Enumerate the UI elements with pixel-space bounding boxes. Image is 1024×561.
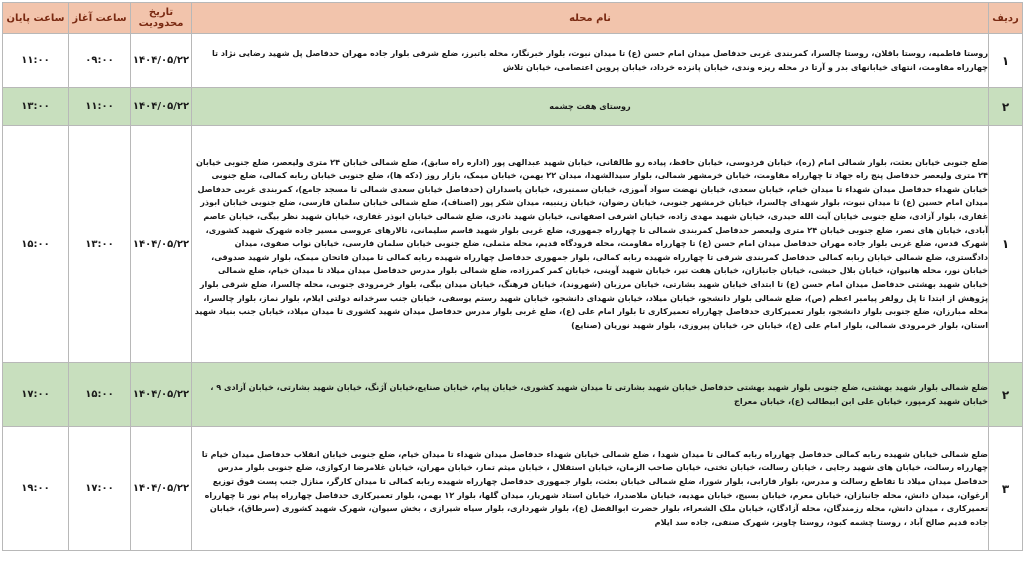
row-number: ۲ xyxy=(989,88,1023,126)
start-time: ۱۷:۰۰ xyxy=(69,427,131,551)
header-end-time: ساعت پایان xyxy=(3,3,69,34)
start-time: ۱۳:۰۰ xyxy=(69,126,131,363)
row-number: ۱ xyxy=(989,126,1023,363)
end-time: ۱۹:۰۰ xyxy=(3,427,69,551)
table-row xyxy=(3,363,1023,427)
header-row-number: ردیف xyxy=(989,3,1023,34)
area-list: ضلع شمالی خیابان شهیده ربابه کمالی حدفاصل چهارراه ربابه کمالی تا میدان شهدا ، ضلع شمالی خیابان شهداء حدفاصل میدان شهداء تا میدان خیام، ضلع جنوبی خیابان انقلاب حدفاصل میدان خیام تا چهارراه رسالت، خیابان های شهید رجایی ، خیابان رسالت، خیابان تختی، خیابان صاحب الزمان، خیابان استقلال ، خیابان میثم تمار، خیابان مهران، خیابان غلامرضا ارکوازی، ضلع جنوبی بلوار مدرس حدفاصل میدان میلاد تا تقاطع رسالت و مدرس، بلوار فارابی، بلوار شورا، ضلع شمالی خیابان بعثت، بلوار جمهوری حدفاصل چهارراه شهیده ربابه کمالی تا میدان کارگر، منازل جنب پست فوق توزیع ارغوان، میدان دانش، محله جانبازان، خیابان معرم، خیابان بسیج، خیابان مهدیه، خیابان ملاصدرا، خیابان استاد شهریار، میدان گلها، بلوار ۱۲ بهمن، بلوار تعمیرکاری حدفاصل چهارراه پیام نور تا چهارراه تعمیرکاری ، میدان دانش، محله رزمندگان، محله آزادگان، خیابان ملک الشعراء، بلوار حضرت ابوالفضل (ع)، بلوار شهرداری، بلوار سیاه شیرازی ، بخش سیوان، شهرک شهید کشوری (سرطاق)، خیابان جاده قدیم صالح آباد ، روستا چشمه کبود، روستا چاویز، شهرک صنفی، جاده سد ایلام xyxy=(192,427,989,551)
table-row xyxy=(3,126,1023,363)
row-number: ۱ xyxy=(989,34,1023,88)
header-date: تاریخ محدودیت xyxy=(131,3,192,34)
outage-date: ۱۴۰۴/۰۵/۲۲ xyxy=(131,88,192,126)
header-area: نام محله xyxy=(192,3,989,34)
area-list: روستای هفت چشمه xyxy=(192,88,989,126)
table-row xyxy=(3,88,1023,126)
area-list: روستا فاطمیه، روستا باقلان، روستا چالسرا، کمربندی غربی حدفاصل میدان امام حسن (ع) تا میدان نبوت، بلوار خبرنگار، محله باتبرز، ضلع شرقی بلوار جاده مهران حدفاصل پل شهید رضایی نژاد تا چهارراه مقاومت، انتهای خیابانهای بدر و آرتا در محله ریزه وندی، خیابان پانزده خرداد، خیابان پروین اعتصامی، خیابان تلاش xyxy=(192,34,989,88)
end-time: ۱۱:۰۰ xyxy=(3,34,69,88)
area-list: ضلع شمالی بلوار شهید بهشتی، ضلع جنوبی بلوار شهید بهشتی حدفاصل خیابان شهید بشارتی تا میدان شهید کشوری، خیابان پیام، خیابان صنایع،خیابان آژنگ، خیابان شهید بشارتی، خیابان آزادی ۹ ، خیابان شهید کرمپور، خیابان علی ابن ابیطالب (ع)، خیابان معراج xyxy=(192,363,989,427)
table-row xyxy=(3,34,1023,88)
area-list: ضلع جنوبی خیابان بعثت، بلوار شمالی امام (ره)، خیابان فردوسی، خیابان حافظ، پیاده رو طالقانی، خیابان شهید عبدالهی پور (اداره راه سابق)، ضلع شمالی خیابان ۲۴ متری ولیعصر، ضلع جنوبی خیابان ۲۴ متری ولیعصر حدفاصل پنج راه جهاد تا چهارراه مقاومت، خیابان خرمشهر شمالی، بلوار سیدالشهدا، میدان ۲۲ بهمن، خیابان میمک، بازار روز (دکه ها)، ضلع جنوبی خیابان ربابه کمالی، ضلع جنوبی خیابان شهداء حدفاصل میدان شهداء تا میدان خیام، خیابان سعدی، خیابان نهضت سواد آموزی، خیابان سمنبری، خیابان پاسداران (حدفاصل خیابان سعدی شمالی تا مسجد جامع)، کمربندی غربی حدفاصل میدان امام حسین (ع) تا میدان نبوت، بلوار شهدای چالسرا، خیابان خرمشهر جنوبی، خیابان رضوان، خیابان زینبیه، میدان شکر پور (اصناف)، ضلع شمالی خیابان سلمان فارسی، ضلع جنوبی خیابان ابوذر غفاری، بلوار آزادی، ضلع جنوبی خیابان آیت الله حیدری، خیابان شهید مهدی زاده، خیابان اشرفی اصفهانی، خیابان شهید نادری، ضلع شمالی خیابان ابوذر غفاری، خیابان شهید نظر بیگی، خیابان عاصم آبادی، خیابان های نصر، ضلع جنوبی خیابان ۲۴ متری ولیعصر حدفاصل کمربندی شمالی تا چهارراه جمهوری، ضلع غربی بلوار شهید قاسم سلیمانی، تالارهای عروسی مسیر جاده شهرک شهید کشوری، شهرک قدس، ضلع غربی بلوار جاده مهران حدفاصل میدان امام حسن (ع) تا چهارراه مقاومت، محله فرودگاه قدیم، محله مثملی، ضلع جنوبی خیابان سلمان فارسی، خیابان نواب صفوی، میدان دادگستری، ضلع شمالی خیابان ربابه کمالی حدفاصل کمربندی شرقی تا چهارراه شهیده ربابه کمالی، بلوار جمهوری حدفاصل چهارراه شهیده ربابه کمالی تا میدان فاتحان میمک، بلوار شهید صدوقی، خیابان نور، محله هانیوان، خیابان بلال حبشی، خیابان جانبازان، خیابان هفت تیر، خیابان شهید آوینی، خیابان کمر کمرزاده، ضلع شمالی بلوار مدرس حدفاصل میدان میلاد تا میدان خیام، ضلع شمالی خیابان شهید بهشتی حدفاصل میدان امام حسن (ع) تا ابتدای خیابان شهید بشارتی، خیابان مرزبان (شهروند)، خیابان فرهنگ، خیابان میدان بیگی، بلوار خرمرودی جنوبی، محله چالسرا، ضلع شرقی بلوار پژوهش از ابتدا تا پل رولفر پیامبر اعظم (ص)، ضلع شمالی بلوار دانشجو، خیابان میلاد، خیابان شهدای دانشجو، خیابان شهید رستم یوسفی، خیابان جنب سرخدانه دولتی ایلام، بلوار نماز، بلوار چالسرا، محله مبارزان، ضلع جنوبی بلوار دانشجو، بلوار تعمیرکاری حدفاصل چهارراه تعمیرکاری تا بلوار امام علی (ع)، ضلع غربی بلوار مدرس حدفاصل میدان شهید کشوری تا میدان میلاد، خیابان جنب بنیاد شهید استان، بلوار خرمرودی شمالی، بلوار امام علی (ع)، خیابان حر، خیابان پیروزی، بلوار شهید نوریان (صنایع) xyxy=(192,126,989,363)
start-time: ۱۱:۰۰ xyxy=(69,88,131,126)
start-time: ۱۵:۰۰ xyxy=(69,363,131,427)
outage-date: ۱۴۰۴/۰۵/۲۲ xyxy=(131,363,192,427)
row-number: ۲ xyxy=(989,363,1023,427)
outage-date: ۱۴۰۴/۰۵/۲۲ xyxy=(131,34,192,88)
row-number: ۳ xyxy=(989,427,1023,551)
outage-date: ۱۴۰۴/۰۵/۲۲ xyxy=(131,427,192,551)
start-time: ۰۹:۰۰ xyxy=(69,34,131,88)
table-row xyxy=(3,427,1023,551)
outage-date: ۱۴۰۴/۰۵/۲۲ xyxy=(131,126,192,363)
outage-schedule-table xyxy=(2,2,1023,551)
end-time: ۱۷:۰۰ xyxy=(3,363,69,427)
end-time: ۱۵:۰۰ xyxy=(3,126,69,363)
header-row xyxy=(3,3,1023,34)
header-start-time: ساعت آغاز xyxy=(69,3,131,34)
end-time: ۱۳:۰۰ xyxy=(3,88,69,126)
